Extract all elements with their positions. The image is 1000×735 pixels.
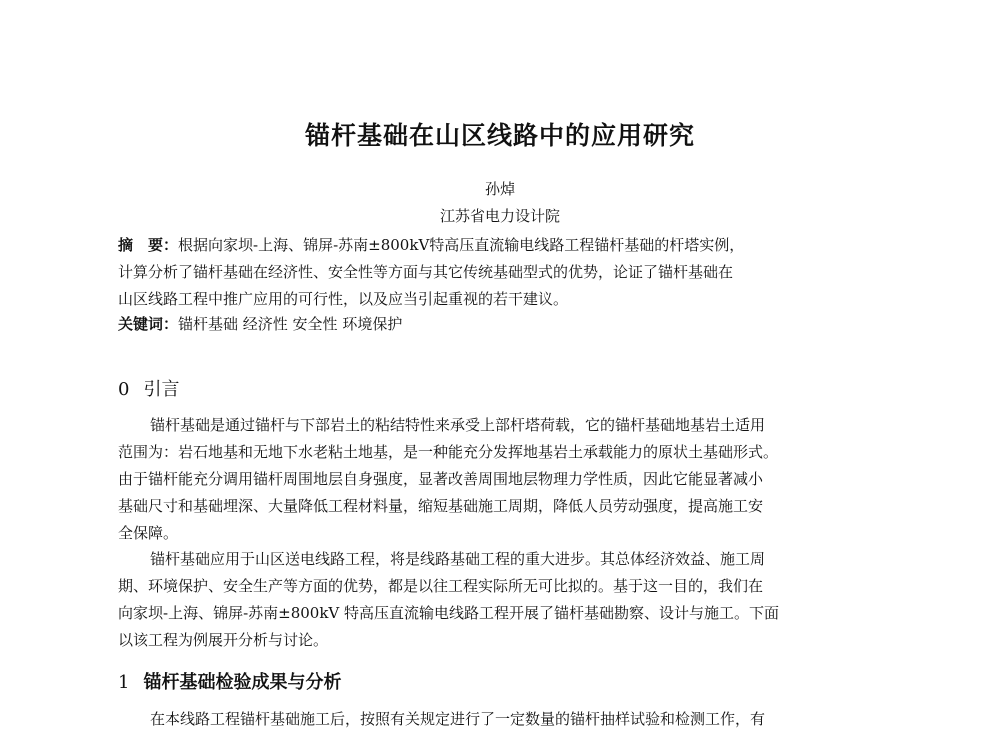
author-name: 孙焯 xyxy=(484,180,515,198)
section-heading-results xyxy=(118,668,341,694)
section-title: 锚杆基础检验成果与分析 xyxy=(143,672,342,693)
paragraph-line: 期、环境保护、安全生产等方面的优势，都是以往工程实际所无可比拟的。基于这一目的，我们在 xyxy=(118,577,764,595)
section-title: 引言 xyxy=(143,379,180,400)
paragraph-line: 以该工程为例展开分析与讨论。 xyxy=(118,631,329,649)
abstract-line: 山区线路工程中推广应用的可行性，以及应当引起重视的若干建议。 xyxy=(118,290,569,308)
paragraph-line: 锚杆基础应用于山区送电线路工程，将是线路基础工程的重大进步。其总体经济效益、施工周 xyxy=(150,550,766,568)
paper-title: 锚杆基础在山区线路中的应用研究 xyxy=(304,121,695,150)
abstract-line: 计算分析了锚杆基础在经济性、安全性等方面与其它传统基础型式的优势，论证了锚杆基础在 xyxy=(118,263,734,281)
abstract-text: 根据向家坝-上海、锦屏-苏南±800kV特高压直流输电线路工程锚杆基础的杆塔实例， xyxy=(178,236,745,254)
paragraph-line: 基础尺寸和基础埋深、大量降低工程材料量，缩短基础施工周期，降低人员劳动强度，提高施工安 xyxy=(118,497,764,515)
keywords-text: 锚杆基础 经济性 安全性 环境保护 xyxy=(178,315,403,333)
section-heading-introduction xyxy=(118,375,179,401)
paragraph xyxy=(118,546,878,654)
keywords-label: 关键词： xyxy=(118,315,179,333)
paragraph-line: 在本线路工程锚杆基础施工后，按照有关规定进行了一定数量的锚杆抽样试验和检测工作，有 xyxy=(150,710,766,728)
paragraph-line: 锚杆基础是通过锚杆与下部岩土的粘结特性来承受上部杆塔荷载，它的锚杆基础地基岩土适用 xyxy=(150,416,766,434)
keywords xyxy=(118,313,858,335)
author-affiliation: 江苏省电力设计院 xyxy=(439,207,560,225)
abstract xyxy=(118,232,858,313)
paragraph-line: 范围为：岩石地基和无地下水老粘土地基，是一种能充分发挥地基岩土承载能力的原状土基础形式。 xyxy=(118,443,779,461)
paragraph-line: 由于锚杆能充分调用锚杆周围地层自身强度，显著改善周围地层物理力学性质，因此它能显著减小 xyxy=(118,470,764,488)
section-number: 1 xyxy=(118,672,130,693)
section-number: 0 xyxy=(118,379,130,400)
paragraph-line: 向家坝-上海、锦屏-苏南±800kV 特高压直流输电线路工程开展了锚杆基础勘察、设计与施工。下面 xyxy=(118,604,780,622)
paragraph xyxy=(118,706,878,733)
abstract-label: 摘 要： xyxy=(118,236,179,254)
paragraph xyxy=(118,412,878,547)
abstract-line xyxy=(118,232,858,259)
paragraph-line: 全保障。 xyxy=(118,524,179,542)
